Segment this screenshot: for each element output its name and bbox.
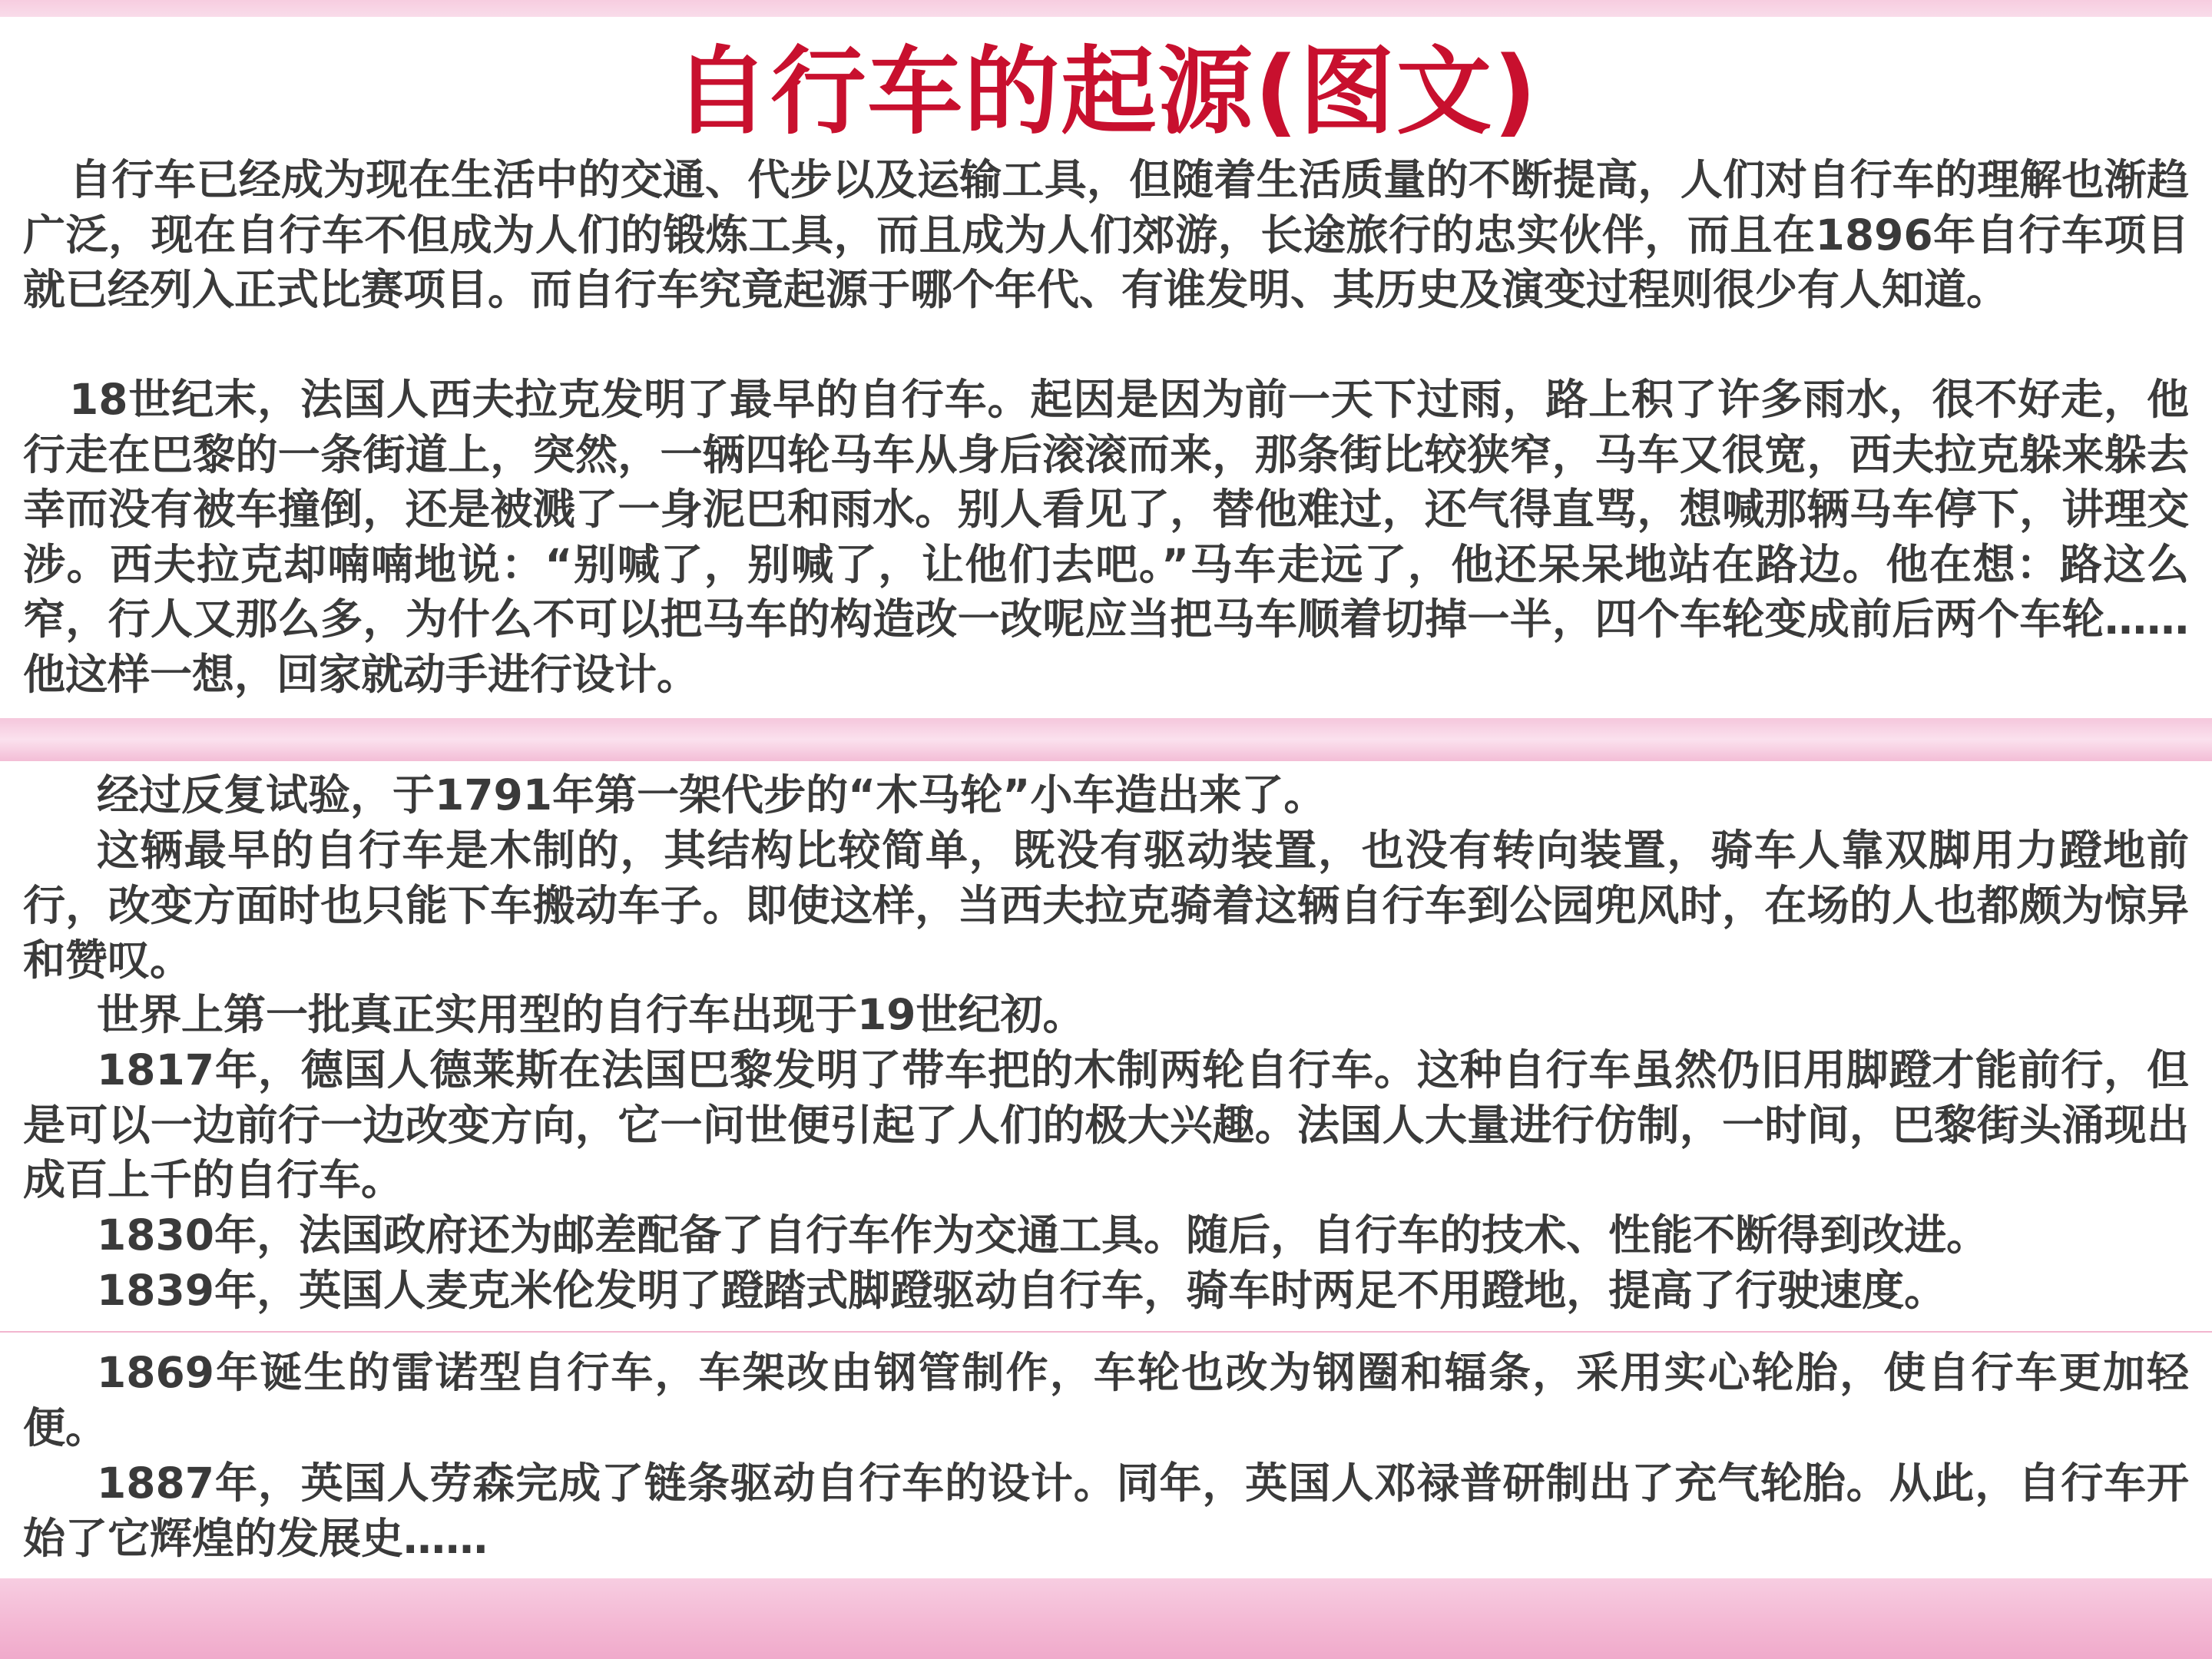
paragraph-1791: 经过反复试验，于1791年第一架代步的“木马轮”小车造出来了。 <box>97 770 1326 820</box>
paragraph-1869: 1869年诞生的雷诺型自行车，车架改由钢管制作，车轮也改为钢圈和辐条，采用实心轮胎，使自行车更加轻便。 <box>23 1348 2189 1452</box>
page-title: 自行车的起源(图文) <box>674 37 1538 147</box>
paragraph-first-bicycle: 这辆最早的自行车是木制的，其结构比较简单，既没有驱动装置，也没有转向装置，骑车人靠双脚用力蹬地前行，改变方面时也只能下车搬动车子。即使这样，当西夫拉克骑着这辆自行车到公园兜风时，在场的人也都颇为惊异和赞叹。 <box>23 826 2189 985</box>
bottom-pink-band <box>0 1578 2212 1659</box>
middle-pink-band <box>0 718 2212 761</box>
paragraph-1830: 1830年，法国政府还为邮差配备了自行车作为交通工具。随后，自行车的技术、性能不断得到改进。 <box>97 1210 1989 1260</box>
intro-paragraph: 自行车已经成为现在生活中的交通、代步以及运输工具，但随着生活质量的不断提高，人们对自行车的理解也渐趋广泛，现在自行车不但成为人们的锻炼工具，而且成为人们郊游，长途旅行的忠实伙伴，而且在1896年自行车项目就已经列入正式比赛项目。而自行车究竟起源于哪个年代、有谁发明、其历史及演变过程则很少有人知道。 <box>23 155 2189 314</box>
invention-story-paragraph: 18世纪末，法国人西夫拉克发明了最早的自行车。起因是因为前一天下过雨，路上积了许多雨水，很不好走，他行走在巴黎的一条街道上，突然，一辆四轮马车从身后滚滚而来，那条街比较狭窄，马车又很宽，西夫拉克躲来躲去幸而没有被车撞倒，还是被溅了一身泥巴和雨水。别人看见了，替他难过，还气得直骂，想喊那辆马车停下，讲理交涉。西夫拉克却喃喃地说：“别喊了，别喊了，让他们去吧。”马车走远了，他还呆呆地站在路边。他在想：路这么窄，行人又那么多，为什么不可以把马车的构造改一改呢应当把马车顺着切掉一半，四个车轮变成前后两个车轮……他这样一想，回家就动手进行设计。 <box>23 375 2189 699</box>
top-pink-band <box>0 0 2212 17</box>
paragraph-19th-century: 世界上第一批真正实用型的自行车出现于19世纪初。 <box>97 990 1085 1039</box>
paragraph-1817: 1817年，德国人德莱斯在法国巴黎发明了带车把的木制两轮自行车。这种自行车虽然仍旧用脚蹬才能前行，但是可以一边前行一边改变方向，它一问世便引起了人们的极大兴趣。法国人大量进行仿制，一时间，巴黎街头涌现出成百上千的自行车。 <box>23 1045 2189 1204</box>
paragraph-1839: 1839年，英国人麦克米伦发明了蹬踏式脚蹬驱动自行车，骑车时两足不用蹬地，提高了行驶速度。 <box>97 1266 1947 1315</box>
paragraph-1887: 1887年，英国人劳森完成了链条驱动自行车的设计。同年，英国人邓禄普研制出了充气轮胎。从此，自行车开始了它辉煌的发展史…… <box>23 1459 2189 1563</box>
section-divider <box>0 1331 2212 1333</box>
